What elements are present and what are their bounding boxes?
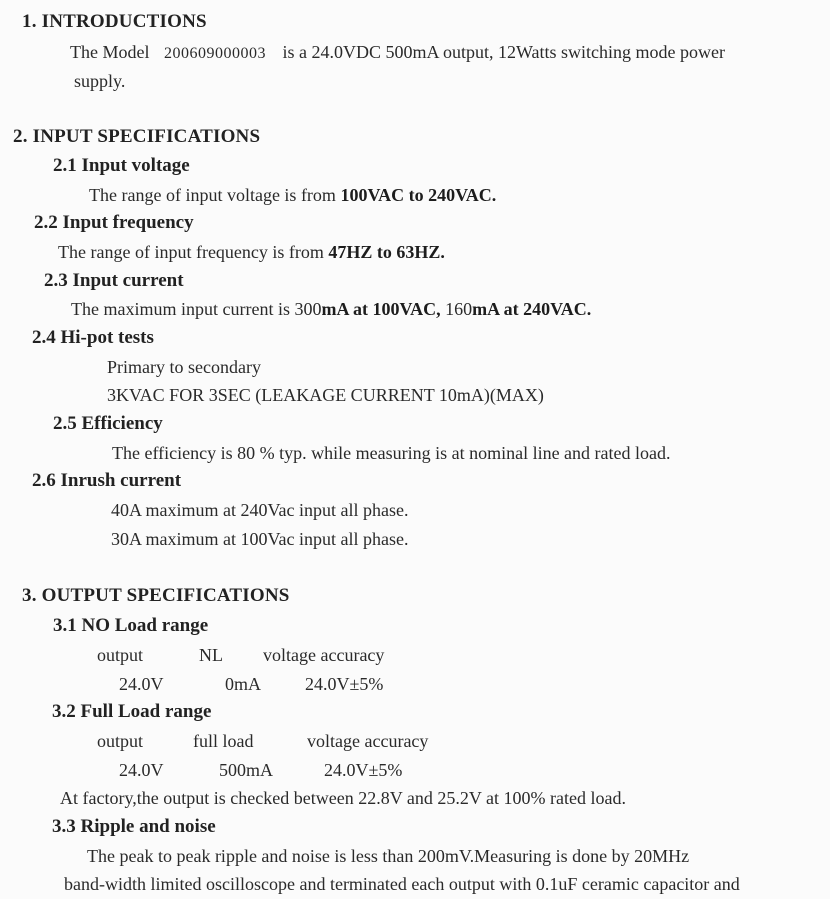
input-current-text-a: The maximum input current is 300 — [71, 299, 322, 319]
input-voltage-text-plain: The range of input voltage is from — [89, 185, 341, 205]
full-load-header-load: full load — [193, 731, 254, 751]
no-load-value-accuracy: 24.0V±5% — [305, 674, 384, 694]
subsection-2-2-heading: 2.2 Input frequency — [34, 212, 194, 233]
no-load-header-output: output — [97, 645, 144, 665]
factory-check-note: At factory,the output is checked between 22.8V and 25.2V at 100% rated load. — [60, 788, 627, 808]
input-frequency-text — [58, 241, 445, 263]
subsection-3-2-heading: 3.2 Full Load range — [52, 701, 212, 722]
hipot-line-2: 3KVAC FOR 3SEC (LEAKAGE CURRENT 10mA)(MAX) — [107, 385, 544, 405]
no-load-header-accuracy: voltage accuracy — [263, 645, 385, 665]
subsection-2-6-heading: 2.6 Inrush current — [32, 470, 182, 491]
inrush-line-2: 30A maximum at 100Vac input all phase. — [111, 529, 409, 549]
intro-line-2: supply. — [74, 71, 126, 91]
inrush-line-1: 40A maximum at 240Vac input all phase. — [111, 500, 409, 520]
full-load-value-accuracy: 24.0V±5% — [324, 760, 403, 780]
subsection-2-1-heading: 2.1 Input voltage — [53, 155, 190, 176]
subsection-2-3-heading: 2.3 Input current — [44, 270, 184, 291]
input-voltage-text — [89, 184, 496, 206]
section-1-heading: 1. INTRODUCTIONS — [22, 11, 207, 32]
subsection-3-1-heading: 3.1 NO Load range — [53, 615, 209, 636]
intro-text-a: The Model — [70, 42, 150, 62]
input-current-bold-a: mA at 100VAC, — [321, 299, 441, 319]
input-frequency-text-plain: The range of input frequency is from — [58, 242, 329, 262]
hipot-line-1: Primary to secondary — [107, 357, 261, 377]
section-3-heading: 3. OUTPUT SPECIFICATIONS — [22, 585, 290, 606]
input-current-bold-b: mA at 240VAC. — [472, 299, 592, 319]
input-voltage-range: 100VAC to 240VAC. — [340, 185, 497, 205]
subsection-2-5-heading: 2.5 Efficiency — [53, 413, 163, 434]
no-load-value-nl: 0mA — [225, 674, 261, 694]
efficiency-text: The efficiency is 80 % typ. while measuring is at nominal line and rated load. — [112, 443, 671, 463]
model-number: 200609000003 — [163, 45, 266, 62]
input-current-text — [71, 298, 591, 320]
input-frequency-range: 47HZ to 63HZ. — [328, 242, 445, 262]
intro-line-1 — [70, 41, 725, 65]
no-load-value-output: 24.0V — [119, 674, 164, 694]
full-load-value-output: 24.0V — [119, 760, 164, 780]
ripple-line-2: band-width limited oscilloscope and terminated each output with 0.1uF ceramic capacitor and — [64, 874, 740, 894]
full-load-header-output: output — [97, 731, 144, 751]
ripple-line-1: The peak to peak ripple and noise is less than 200mV.Measuring is done by 20MHz — [87, 846, 690, 866]
full-load-value-load: 500mA — [219, 760, 273, 780]
subsection-2-4-heading: 2.4 Hi-pot tests — [32, 327, 154, 348]
full-load-header-accuracy: voltage accuracy — [307, 731, 429, 751]
no-load-header-nl: NL — [199, 645, 223, 665]
section-2-heading: 2. INPUT SPECIFICATIONS — [13, 126, 261, 147]
intro-text-b: is a 24.0VDC 500mA output, 12Watts switching mode power — [282, 42, 726, 62]
input-current-text-b: 160 — [440, 299, 473, 319]
subsection-3-3-heading: 3.3 Ripple and noise — [52, 816, 216, 837]
